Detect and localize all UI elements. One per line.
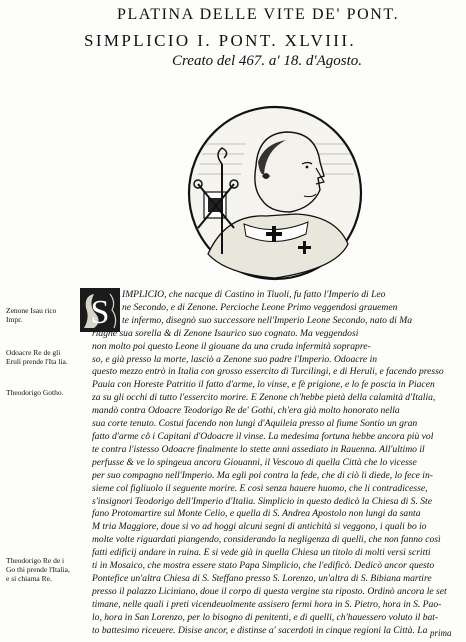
text-line: te infermo, disegnò suo successore nell'Imperio Leone Secondo, nato di Ma bbox=[122, 314, 412, 326]
text-line: so, e già presso la morte, lasciò a Zenone suo padre l'Imperio. Odoacre in bbox=[92, 353, 378, 365]
text-line: te contra l'istesso Odoacre finalmente lo stette anni assediato in Rauenna. All'ultimo il bbox=[92, 443, 425, 455]
body-text bbox=[92, 289, 460, 637]
text-line: sieme col figliuolo il seguente morire. E così senza hauere huomo, che li contradicesse, bbox=[92, 482, 428, 494]
text-line: fatti edificij andare in ruina. E si vede già in quella Chiesa un titolo di molti versi scritti bbox=[92, 547, 431, 559]
text-line: to battesimo riceuere. Disise ancor, e distinse a' sacerdoti in cinque regioni la Città. La bbox=[92, 624, 428, 636]
text-line: Pauia con Horeste Patritio il fatto d'arme, lo vinse, e fè prigione, e lo fe poscia in Piacen bbox=[92, 379, 435, 391]
text-line: s'insignori Teodorigo dell'Imperio d'Italia. Simplicio in questo dedicò la Chiesa di S. Ste bbox=[92, 495, 432, 507]
text-line: lo, hora in San Lorenzo, per lo bisogno di penitenti, e di quelli, ch'hauessero voluto il bat- bbox=[92, 611, 439, 623]
creation-date: Creato del 467. a' 18. d'Agosto. bbox=[172, 53, 363, 69]
text-line: perfusse & ve lo spingeua ancora Giouanni, il Vescouo di quella Città che lo vicesse bbox=[92, 456, 417, 468]
running-title: PLATINA DELLE VITE DE' PONT. bbox=[117, 6, 400, 23]
text-line: mandò contra Odoacre Teodorigo Re de' Gothi, ch'era già molto honorato nella bbox=[92, 405, 400, 417]
text-line: per suo compagno nell'Imperio. Ma egli poi contra la fede, che di ciò li diede, lo fece in- bbox=[92, 469, 433, 481]
text-line: sua corte tenuto. Costui facendo non lungi d'Aquileia presso al fiume Sontio un gran bbox=[92, 418, 418, 430]
chapter-heading: SIMPLICIO I. PONT. XLVIII. bbox=[84, 31, 357, 50]
text-line: presso il palazzo Liciniano, doue il corpo di questa vergine sta riposto. Ordinò ancora le set bbox=[92, 585, 447, 597]
text-line: Pontefice un'altra Chiesa di S. Steffano presso S. Lorenzo, un'altra di S. Bibiana martire bbox=[92, 572, 432, 584]
margin-note: Odoacre Re de gli Eruli prende l'Ita lia. bbox=[6, 348, 68, 366]
text-line: timane, nelle quali i preti vicendeuolmente assisero fermi hora in S. Pietro, hora in S. Pao- bbox=[92, 598, 442, 610]
catchword: prima bbox=[430, 628, 452, 638]
text-line: molte volte riguardati piangendo, considerando la negligenza di quelli, che non fanno così bbox=[92, 534, 441, 546]
margin-note: Zenone Isau rico Impr. bbox=[6, 306, 57, 324]
margin-note: Theodorigo Re de i Go thi prende l'Italia, e si chiama Re. bbox=[6, 556, 70, 583]
text-line: non molto poi questo Leone il giouane da una cruda infermità soprapre- bbox=[92, 340, 371, 352]
text-line: M tria Maggiore, doue si vo ad hoggi alcuni segni di antichità si veggono, i quali bo io bbox=[92, 521, 427, 533]
text-line: za su gli occhi di tutto l'essercito morire. E Zenone ch'hebbe pietà della calamità d'Italia, bbox=[92, 392, 436, 404]
text-line: ti in Mosaico, che mostra essere stato Papa Simplicio, che l'edificò. Dedicò ancor questo bbox=[92, 560, 435, 572]
svg-text:S: S bbox=[90, 294, 110, 331]
margin-note: Theodorigo Gotho. bbox=[6, 388, 64, 397]
text-line: questo mezzo entrò in Italia con grosso essercito di Turcilingi, e di Heruli, e facendo presso bbox=[92, 366, 444, 378]
text-line: fano Protomartire sul Monte Celio, e quella di S. Andrea Apostolo non lungi da santa bbox=[92, 508, 421, 520]
text-line: riagne sua sorella & di Zenone Isaurico suo cognato. Ma veggendosi bbox=[92, 327, 359, 339]
pope-portrait-medallion bbox=[186, 104, 364, 282]
text-line: fatto d'arme cô i Capitani d'Odoacre il vinse. La medesima fortuna hebbe ancora più vol bbox=[92, 430, 434, 442]
text-line: ne Secondo, e di Zenone. Percioche Leone Primo veggendosi grauemen bbox=[122, 301, 398, 313]
text-line: IMPLICIO, che nacque di Castino in Tiuoli, fu fatto l'Imperio di Leo bbox=[122, 289, 386, 300]
